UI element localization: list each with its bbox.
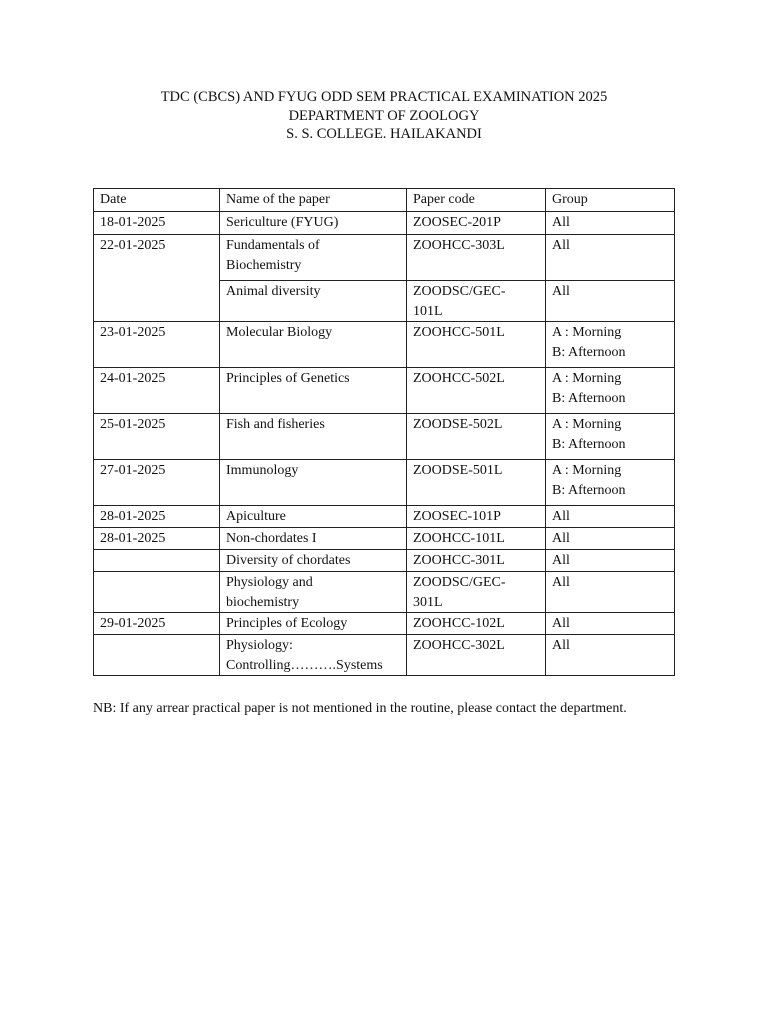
paper-code-cell: ZOOHCC-102L: [407, 613, 546, 635]
college-name: S. S. COLLEGE. HAILAKANDI: [286, 126, 482, 142]
paper-name-cell: Fish and fisheries: [220, 414, 407, 460]
paper-name-cell: Principles of Genetics: [220, 368, 407, 414]
table-row: [94, 528, 675, 550]
table-row: [94, 235, 675, 281]
table-row: [94, 635, 675, 676]
group-cell: A : Morning B: Afternoon: [546, 368, 675, 414]
table-row: [94, 322, 675, 368]
group-cell: All: [546, 235, 675, 281]
group-cell: A : Morning B: Afternoon: [546, 414, 675, 460]
group-cell: All: [546, 528, 675, 550]
paper-code-cell: ZOODSE-501L: [407, 460, 546, 506]
table-row: [94, 506, 675, 528]
paper-code-cell: ZOOSEC-201P: [407, 212, 546, 235]
date-cell: [94, 572, 220, 613]
paper-code-cell: ZOODSC/GEC- 301L: [407, 572, 546, 613]
paper-code-cell: ZOOHCC-501L: [407, 322, 546, 368]
table-row: [94, 572, 675, 613]
table-row: [94, 550, 675, 572]
paper-code-cell: ZOOHCC-101L: [407, 528, 546, 550]
group-cell: A : Morning B: Afternoon: [546, 322, 675, 368]
group-cell: A : Morning B: Afternoon: [546, 460, 675, 506]
paper-name-cell: Sericulture (FYUG): [220, 212, 407, 235]
date-cell: [94, 550, 220, 572]
column-header-paper-name: Name of the paper: [220, 189, 407, 212]
date-cell: [94, 635, 220, 676]
paper-code-cell: ZOOHCC-502L: [407, 368, 546, 414]
paper-name-cell: Principles of Ecology: [220, 613, 407, 635]
table-header-row: [94, 189, 675, 212]
date-cell: 24-01-2025: [94, 368, 220, 414]
group-cell: All: [546, 212, 675, 235]
department-name: DEPARTMENT OF ZOOLOGY: [288, 107, 480, 124]
paper-name-cell: Physiology and biochemistry: [220, 572, 407, 613]
group-cell: All: [546, 635, 675, 676]
column-header-date: Date: [94, 189, 220, 212]
date-cell: 29-01-2025: [94, 613, 220, 635]
group-cell: All: [546, 281, 675, 322]
paper-code-cell: ZOOSEC-101P: [407, 506, 546, 528]
date-cell: 18-01-2025: [94, 212, 220, 235]
exam-title: TDC (CBCS) AND FYUG ODD SEM PRACTICAL EXAMINATION 2025: [160, 89, 608, 105]
date-cell: 28-01-2025: [94, 506, 220, 528]
table-row: [94, 368, 675, 414]
group-cell: All: [546, 506, 675, 528]
date-cell: 22-01-2025: [94, 235, 220, 322]
document-header: [0, 88, 768, 144]
date-cell: 23-01-2025: [94, 322, 220, 368]
paper-code-cell: ZOODSE-502L: [407, 414, 546, 460]
paper-name-cell: Fundamentals of Biochemistry: [220, 235, 407, 281]
group-cell: All: [546, 572, 675, 613]
paper-code-cell: ZOOHCC-301L: [407, 550, 546, 572]
column-header-group: Group: [546, 189, 675, 212]
date-cell: 28-01-2025: [94, 528, 220, 550]
paper-code-cell: ZOODSC/GEC- 101L: [407, 281, 546, 322]
paper-name-cell: Animal diversity: [220, 281, 407, 322]
paper-name-cell: Non-chordates I: [220, 528, 407, 550]
paper-name-cell: Molecular Biology: [220, 322, 407, 368]
paper-name-cell: Immunology: [220, 460, 407, 506]
group-cell: All: [546, 613, 675, 635]
date-cell: 27-01-2025: [94, 460, 220, 506]
paper-name-cell: Apiculture: [220, 506, 407, 528]
table-row: [94, 212, 675, 235]
paper-name-cell: Diversity of chordates: [220, 550, 407, 572]
table-row: [94, 460, 675, 506]
paper-name-cell: Physiology: Controlling……….Systems: [220, 635, 407, 676]
table-row: [94, 414, 675, 460]
exam-routine-table: [93, 188, 675, 676]
paper-code-cell: ZOOHCC-303L: [407, 235, 546, 281]
group-cell: All: [546, 550, 675, 572]
table-row: [94, 613, 675, 635]
footnote: NB: If any arrear practical paper is not mentioned in the routine, please contact the department.: [93, 701, 627, 716]
paper-code-cell: ZOOHCC-302L: [407, 635, 546, 676]
date-cell: 25-01-2025: [94, 414, 220, 460]
column-header-paper-code: Paper code: [407, 189, 546, 212]
